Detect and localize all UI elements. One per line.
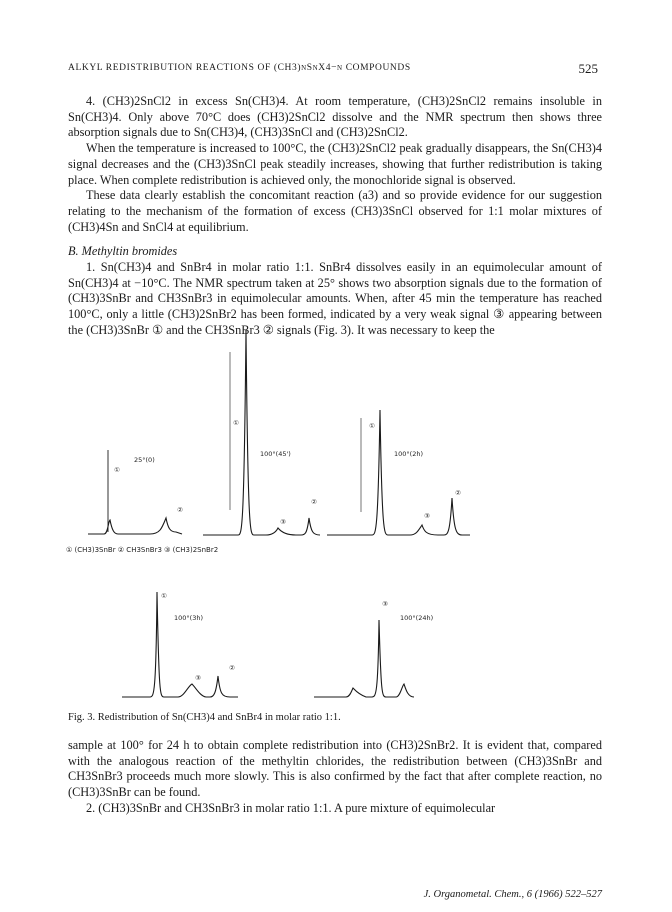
peak-label-45-2: ② xyxy=(311,498,317,506)
peak-label-3h-2: ② xyxy=(229,664,235,672)
paragraph-sample-continuation: sample at 100° for 24 h to obtain complete redistribution into (CH3)2SnBr2. It is evident that, compared with the analogous reaction of the methyltin chlorides, the redistribution between (CH3)3SnBr and CH3SnBr3 proceeds much more slowly. This is also confirmed by the fact that after complete reaction, no (CH3)3SnBr can be found. xyxy=(68,738,602,800)
peak-label-2h-1: ① xyxy=(369,422,375,430)
spectrum-label-100-2h: 100°(2h) xyxy=(394,450,423,458)
body-text-bottom xyxy=(68,738,602,817)
paragraph-1-tetramethyltin-tin-bromide: 1. Sn(CH3)4 and SnBr4 in molar ratio 1:1. SnBr4 dissolves easily in an equimolecular amount of Sn(CH3)4 at −10°C. The NMR spectrum taken at 25° shows two absorption signals due to the formation of (CH3)3SnBr and CH3SnBr3 in equimolecular amounts. When, after 45 min the temperature has reached 100°C, only a little (CH3)2SnBr2 has been formed, indicated by a very weak signal ③ appearing between the (CH3)3SnBr ① and the CH3SnBr3 ② signals (Fig. 3). It was necessary to keep the xyxy=(68,260,602,337)
peak-label-45-3: ③ xyxy=(280,518,286,526)
spectrum-trace-100-24h xyxy=(314,620,414,697)
peak-label-2h-2: ② xyxy=(455,489,461,497)
paragraph-4-dimethyltin-dichloride: 4. (CH3)2SnCl2 in excess Sn(CH3)4. At room temperature, (CH3)2SnCl2 remains insoluble in Sn(CH3)4. Only above 70°C does (CH3)2SnCl2 dissolve and the NMR spectrum then shows three absorption signals due to Sn(CH3)4, (CH3)3SnCl and (CH3)2SnCl2. xyxy=(68,94,602,140)
paragraph-2-trimethyltin-bromide: 2. (CH3)3SnBr and CH3SnBr3 in molar ratio 1:1. A pure mixture of equimolecular xyxy=(86,800,496,815)
paragraph-concomitant-reaction: These data clearly establish the concomitant reaction (a3) and so provide evidence for our suggestion relating to the mechanism of the formation of excess (CH3)3SnCl observed for 1:1 molar mixtures of (CH3)4Sn and SnCl4 at equilibrium. xyxy=(68,188,602,234)
spectrum-label-100-3h: 100°(3h) xyxy=(174,614,203,622)
peak-label-25-1: ① xyxy=(114,466,120,474)
peak-label-45-1: ① xyxy=(233,419,239,427)
peak-label-25-2: ② xyxy=(177,506,183,514)
section-heading-methyltin-bromides: B. Methyltin bromides xyxy=(68,244,178,259)
peak-label-24h-3: ③ xyxy=(382,600,388,608)
page-number: 525 xyxy=(578,61,598,76)
paragraph-temperature-increase: When the temperature is increased to 100°C, the (CH3)2SnCl2 peak gradually disappears, the Sn(CH3)4 signal decreases and the (CH3)3SnCl peak steadily increases, showing that further redistribution is taking place. When complete redistribution is achieved only, the monochloride signal is observed. xyxy=(68,141,602,187)
peak-label-3h-3: ③ xyxy=(195,674,201,682)
spectrum-trace-100-3h xyxy=(122,592,238,697)
body-text-top xyxy=(68,94,602,339)
peak-label-2h-3: ③ xyxy=(424,512,430,520)
spectrum-label-100-45min: 100°(45') xyxy=(260,450,291,458)
spectrum-label-25-0: 25°(0) xyxy=(134,456,155,464)
peak-label-3h-1: ① xyxy=(161,592,167,600)
running-title: ALKYL REDISTRIBUTION REACTIONS OF (CH3)nSnX4−n COMPOUNDS xyxy=(68,63,411,73)
running-header xyxy=(68,62,604,78)
figure-legend: ① (CH3)3SnBr ② CH3SnBr3 ③ (CH3)2SnBr2 xyxy=(66,546,219,554)
figure-caption: Fig. 3. Redistribution of Sn(CH3)4 and SnBr4 in molar ratio 1:1. xyxy=(68,712,341,723)
spectrum-trace-25-0 xyxy=(88,518,182,534)
spectrum-trace-100-45min xyxy=(203,330,320,535)
spectrum-trace-100-2h xyxy=(327,410,470,535)
spectrum-label-100-24h: 100°(24h) xyxy=(400,614,434,622)
journal-citation: J. Organometal. Chem., 6 (1966) 522–527 xyxy=(423,889,602,900)
